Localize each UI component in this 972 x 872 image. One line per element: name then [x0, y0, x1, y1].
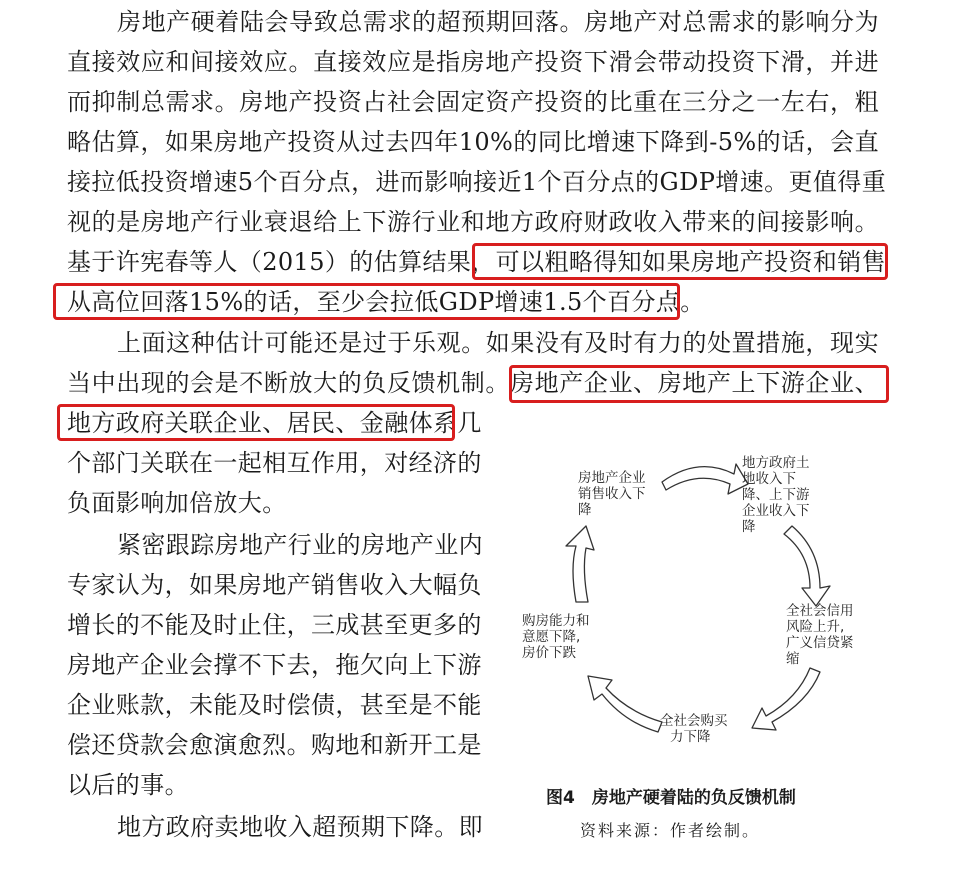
- node-label: 购房能力和 意愿下降, 房价下跌: [522, 613, 590, 661]
- text-line: 负面影响加倍放大。: [67, 489, 287, 517]
- text-line: 上面这种估计可能还是过于乐观。如果没有及时有力的处置措施，现实: [117, 329, 879, 357]
- cycle-arrow: [662, 464, 748, 494]
- node-label: 全社会购买 力下降: [660, 713, 728, 745]
- cycle-arrow: [752, 668, 820, 730]
- figure-caption: 图4 房地产硬着陆的负反馈机制: [546, 788, 796, 808]
- text-line: 视的是房地产行业衰退给上下游行业和地方政府财政收入带来的间接影响。: [67, 208, 879, 236]
- text-line: 偿还贷款会愈演愈烈。购地和新开工是: [67, 731, 482, 759]
- text-line: 增长的不能及时止住，三成甚至更多的: [67, 611, 482, 639]
- text-line: 紧密跟踪房地产行业的房地产业内: [117, 531, 483, 559]
- cycle-arrow: [566, 526, 594, 602]
- text-line: 而抑制总需求。房地产投资占社会固定资产投资的比重在三分之一左右，粗: [67, 88, 879, 116]
- cycle-arrow: [588, 676, 662, 732]
- text-line: 以后的事。: [67, 771, 189, 799]
- text-line: 个部门关联在一起相互作用，对经济的: [67, 449, 482, 477]
- node-label: 全社会信用 风险上升, 广义信贷紧 缩: [786, 603, 854, 667]
- text-line: 当中出现的会是不断放大的负反馈机制。房地产企业、房地产上下游企业、: [67, 369, 879, 397]
- text-line: 专家认为，如果房地产销售收入大幅负: [67, 571, 482, 599]
- text-line: 房地产企业会撑不下去，拖欠向上下游: [67, 651, 482, 679]
- text-line: 基于许宪春等人（2015）的估算结果，可以粗略得知如果房地产投资和销售: [67, 248, 887, 276]
- text-line: 接拉低投资增速5个百分点，进而影响接近1个百分点的GDP增速。更值得重: [67, 168, 887, 196]
- text-line: 地方政府关联企业、居民、金融体系几: [67, 409, 482, 437]
- text-line: 从高位回落15%的话，至少会拉低GDP增速1.5个百分点。: [67, 288, 705, 316]
- node-label: 房地产企业 销售收入下 降: [578, 470, 646, 518]
- cycle-arrow: [784, 526, 830, 606]
- node-label: 地方政府土 地收入下 降、上下游 企业收入下 降: [742, 455, 810, 535]
- text-line: 直接效应和间接效应。直接效应是指房地产投资下滑会带动投资下滑，并进: [67, 48, 879, 76]
- figure-source: 资料来源：作者绘制。: [580, 821, 761, 840]
- text-line: 地方政府卖地收入超预期下降。即: [117, 813, 483, 841]
- text-line: 房地产硬着陆会导致总需求的超预期回落。房地产对总需求的影响分为: [117, 8, 879, 36]
- text-line: 企业账款，未能及时偿债，甚至是不能: [67, 691, 482, 719]
- text-line: 略估算，如果房地产投资从过去四年10%的同比增速下降到-5%的话，会直: [67, 128, 879, 156]
